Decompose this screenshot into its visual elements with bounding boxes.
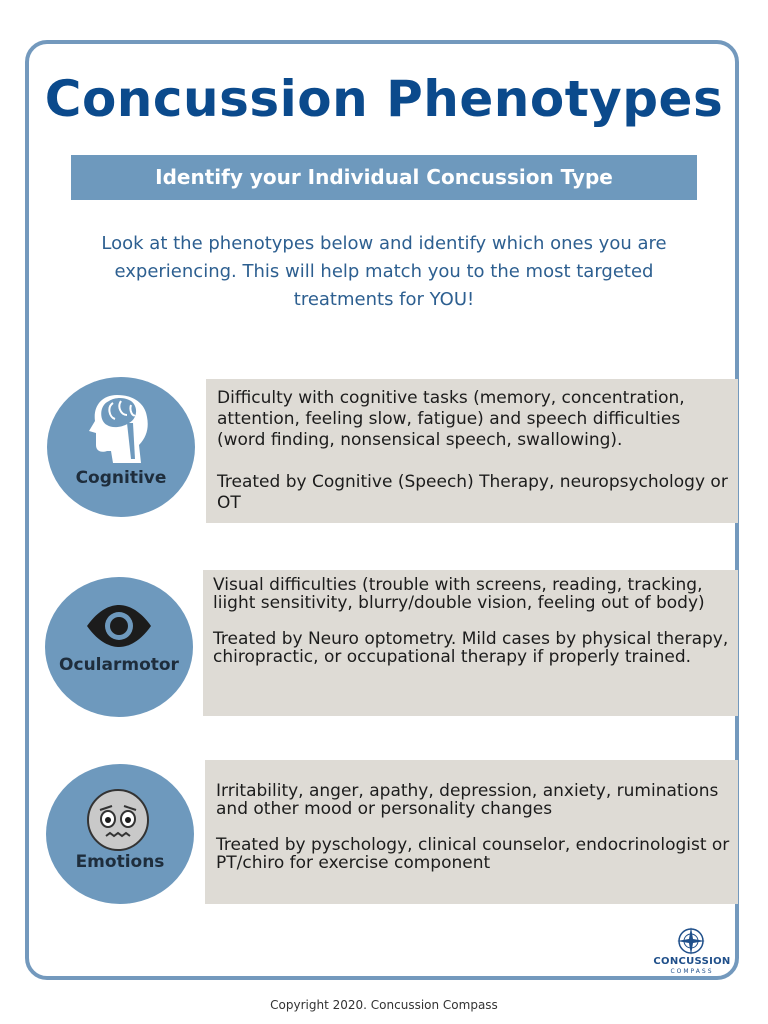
cognitive-treatment: Treated by Cognitive (Speech) Therapy, neuropsychology or OT	[217, 472, 728, 513]
ocularmotor-description: Visual difficulties (trouble with screens, reading, tracking, liight sensitivity, blurry/double vision, feeling out of body)	[213, 575, 705, 613]
eye-icon	[85, 603, 153, 649]
ocularmotor-label: Ocularmotor	[59, 655, 179, 675]
ocularmotor-card	[203, 570, 738, 716]
page-title: Concussion Phenotypes	[44, 70, 724, 128]
cognitive-label: Cognitive	[75, 468, 167, 488]
subtitle-text: Identify your Individual Concussion Type	[155, 165, 613, 189]
cognitive-card	[206, 379, 738, 523]
cognitive-description: Difficulty with cognitive tasks (memory, concentration, attention, feeling slow, fatigue) and speech difficulties (word finding, nonsensical speech, swallowing).	[217, 388, 685, 450]
intro-text: Look at the phenotypes below and identify which ones you are experiencing. This will help match you to the most targeted treatments for YOU!	[101, 233, 667, 310]
emotions-badge	[46, 764, 194, 904]
emotions-card	[205, 760, 738, 904]
logo-subtitle: COMPASS	[670, 968, 714, 975]
ocularmotor-treatment: Treated by Neuro optometry. Mild cases by physical therapy, chiropractic, or occupational therapy if properly trained.	[213, 629, 729, 667]
worried-face-icon	[86, 788, 150, 852]
cognitive-badge	[47, 377, 195, 517]
compass-icon	[676, 926, 706, 956]
logo-name: CONCUSSION	[653, 956, 731, 967]
concussion-compass-logo	[648, 926, 736, 976]
emotions-treatment: Treated by pyschology, clinical counselor, endocrinologist or PT/chiro for exercise component	[216, 835, 730, 873]
copyright-text: Copyright 2020. Concussion Compass	[270, 998, 498, 1012]
subtitle-banner	[71, 155, 697, 200]
emotions-label: Emotions	[75, 852, 165, 872]
emotions-description: Irritability, anger, apathy, depression, anxiety, ruminations and other mood or personality changes	[216, 781, 719, 819]
ocularmotor-badge	[45, 577, 193, 717]
head-brain-icon	[87, 391, 153, 465]
